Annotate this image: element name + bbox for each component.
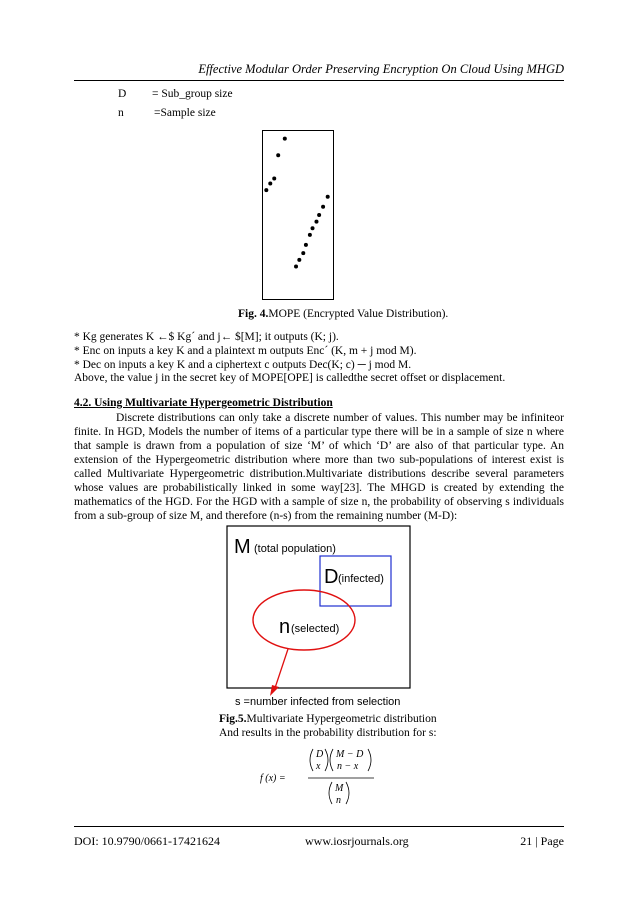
label-n: n	[279, 616, 291, 638]
scatter-point	[321, 205, 325, 209]
mope-definition-list	[74, 331, 574, 386]
fig4-label: Fig. 4.	[238, 308, 269, 320]
scatter-point	[317, 213, 321, 217]
fig5-diagram	[180, 520, 420, 712]
label-total-population: (total population)	[254, 543, 336, 555]
definition-meaning: = Sub_group size	[152, 88, 233, 100]
header-rule	[74, 80, 564, 81]
binom2-bottom: n − x	[337, 761, 359, 772]
scatter-point	[294, 264, 298, 268]
probability-formula	[260, 745, 380, 809]
den-bottom: n	[336, 795, 341, 806]
paren-right	[325, 749, 328, 771]
binom1-top: D	[316, 749, 324, 760]
fig4-caption-text: MOPE (Encrypted Value Distribution).	[268, 308, 449, 320]
label-selected: (selected)	[291, 623, 340, 635]
scatter-point	[297, 258, 301, 262]
arrow-label: s =number infected from selection	[235, 696, 401, 708]
den-top: M	[335, 783, 344, 794]
scatter-point	[276, 153, 280, 157]
fig5-subcaption: And results in the probability distribution for s:	[219, 727, 437, 739]
footer-site: www.iosrjournals.org	[305, 834, 409, 848]
scatter-point	[264, 188, 268, 192]
bullet-item: * Kg generates K ←$ Kg´ and j← $[M]; it outputs (K; j).	[74, 331, 339, 343]
definition-symbol: n	[118, 107, 124, 119]
definition-symbol: D	[118, 88, 127, 100]
section-paragraph	[74, 411, 564, 523]
chart-frame	[263, 131, 334, 300]
fig4-scatter-chart	[262, 130, 334, 300]
label-M: M	[234, 536, 251, 558]
scatter-point	[311, 226, 315, 230]
section-title: 4.2. Using Multivariate Hypergeometric Distribution	[74, 397, 333, 409]
paren-left	[330, 749, 333, 771]
scatter-point	[304, 243, 308, 247]
paren-right	[368, 749, 371, 771]
scatter-point	[268, 181, 272, 185]
paren-right	[346, 782, 349, 804]
scatter-point	[283, 137, 287, 141]
fig5-label: Fig.5.	[219, 713, 247, 725]
formula-lhs: f (x) =	[260, 773, 286, 784]
footer-doi: DOI: 10.9790/0661-17421624	[74, 834, 220, 848]
binom2-top: M − D	[336, 749, 364, 760]
scatter-point	[314, 220, 318, 224]
footer-rule	[74, 826, 564, 827]
paren-left	[310, 749, 313, 771]
footer-page: 21 | Page	[520, 834, 564, 848]
section-body: Discrete distributions can only take a discrete number of values. This number may be infiniteor finite. In HGD, Models the number of items of a particular type there will be in a sample of size n where that sample is drawn from a population of size ‘M’ of which ‘D’ are also of that particular type. An extension of the Hypergeometric distribution where more than two sub-populations of interest exist is called Multivariate Hypergeometric distribution.Multivariate distributions describe several parameters whose values are probabilistically linked in some way[23]. The MHGD is created by extending the mathematics of the HGD. For the HGD with a sample of size n, the probability of observing s individuals from a sub-group of size M, and therefore (n-s) from the remaining number (M-D):	[74, 412, 564, 522]
bullet-item: * Enc on inputs a key K and a plaintext m outputs Enc´ (K, m + j mod M).	[74, 344, 417, 357]
scatter-point	[301, 251, 305, 255]
bullet-item: * Dec on inputs a key K and a ciphertext c outputs Dec(K; c) ─ j mod M.	[74, 358, 412, 371]
bullet-item: Above, the value j in the secret key of MOPE[OPE] is calledthe secret offset or displacement.	[74, 372, 506, 385]
label-D: D	[324, 566, 339, 588]
definition-meaning: =Sample size	[154, 107, 216, 119]
fig5-caption	[219, 713, 437, 725]
scatter-point	[308, 233, 312, 237]
label-infected: (infected)	[338, 573, 384, 585]
running-title: Effective Modular Order Preserving Encryption On Cloud Using MHGD	[198, 62, 564, 76]
scatter-point	[272, 176, 276, 180]
fig5-caption-text: Multivariate Hypergeometric distribution	[246, 713, 437, 725]
binom1-bottom: x	[316, 761, 321, 772]
scatter-point	[326, 195, 330, 199]
scatter-points	[264, 137, 329, 269]
paren-left	[329, 782, 332, 804]
fig4-caption	[238, 308, 448, 320]
